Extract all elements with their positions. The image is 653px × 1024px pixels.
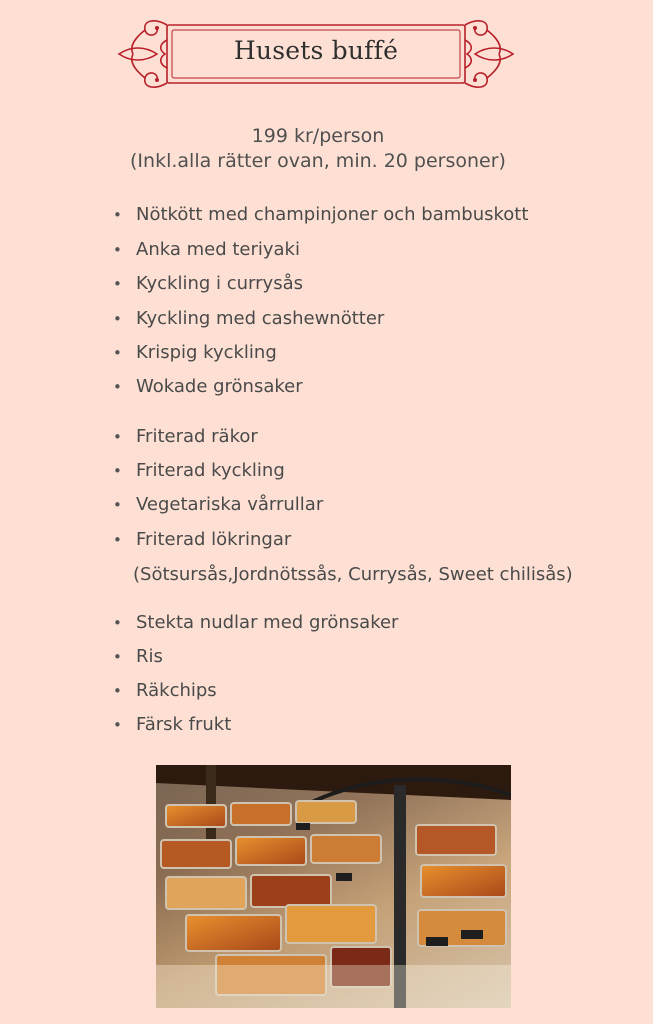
bullet-icon: •: [113, 344, 122, 362]
buffet-photo: [156, 765, 511, 1008]
pricing-block: [0, 124, 636, 174]
price-note: (Inkl.alla rätter ovan, min. 20 personer): [130, 150, 506, 172]
buffet-image-icon: [156, 765, 511, 1008]
title-banner: [115, 16, 517, 92]
sauces-note: (Sötsursås,Jordnötssås, Currysås, Sweet chilisås): [133, 564, 573, 585]
bullet-icon: •: [113, 716, 122, 734]
bullet-icon: •: [113, 614, 122, 632]
price-text: 199 kr/person: [251, 125, 385, 147]
bullet-icon: •: [113, 531, 122, 549]
bullet-icon: •: [113, 648, 122, 666]
bullet-icon: •: [113, 682, 122, 700]
bullet-icon: •: [113, 310, 122, 328]
page-title: Husets buffé: [233, 36, 399, 65]
bullet-icon: •: [113, 496, 122, 514]
bullet-icon: •: [113, 275, 122, 293]
bullet-icon: •: [113, 462, 122, 480]
bullet-icon: •: [113, 241, 122, 259]
bullet-icon: •: [113, 206, 122, 224]
bullet-icon: •: [113, 428, 122, 446]
bullet-icon: •: [113, 378, 122, 396]
